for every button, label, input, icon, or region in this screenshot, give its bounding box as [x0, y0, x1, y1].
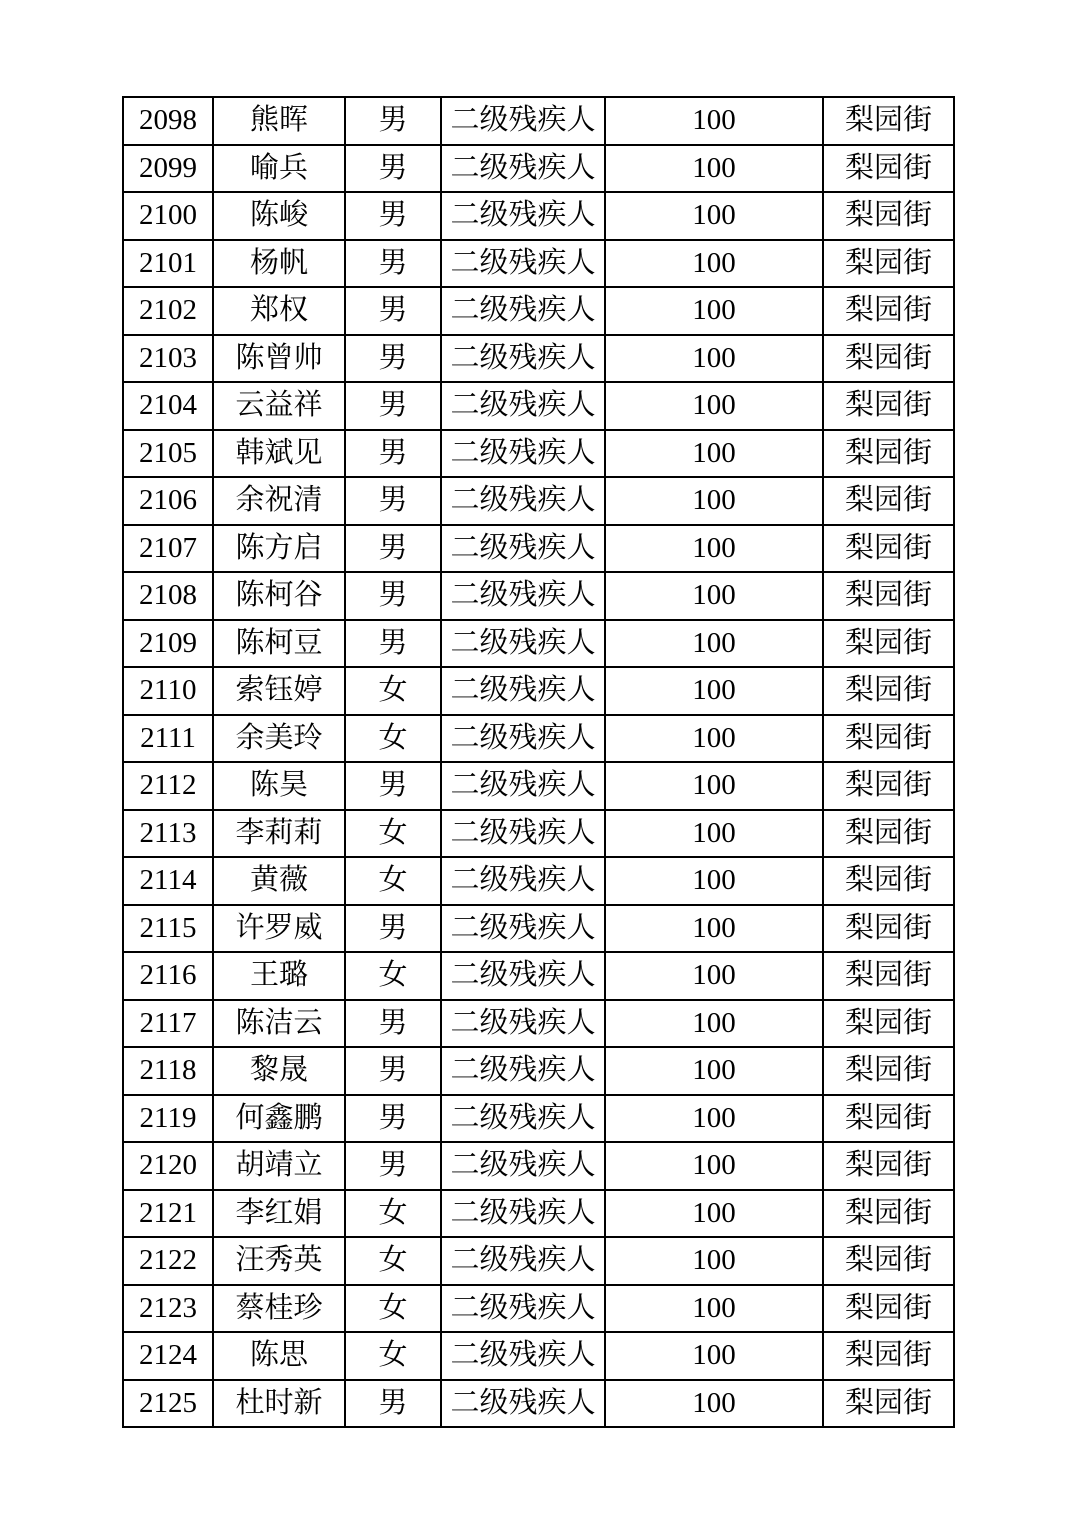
cell-serial-number: 2112 — [123, 762, 213, 810]
cell-disability-category: 二级残疾人 — [441, 525, 605, 573]
cell-disability-category: 二级残疾人 — [441, 335, 605, 383]
cell-disability-category: 二级残疾人 — [441, 667, 605, 715]
cell-amount: 100 — [605, 620, 823, 668]
cell-person-name: 喻兵 — [213, 145, 345, 193]
table-row — [123, 335, 954, 383]
table-row — [123, 1000, 954, 1048]
cell-serial-number: 2123 — [123, 1285, 213, 1333]
cell-gender: 男 — [345, 525, 441, 573]
table-row — [123, 1380, 954, 1428]
cell-person-name: 王璐 — [213, 952, 345, 1000]
cell-serial-number: 2119 — [123, 1095, 213, 1143]
cell-amount: 100 — [605, 1332, 823, 1380]
cell-amount: 100 — [605, 952, 823, 1000]
cell-gender: 女 — [345, 1285, 441, 1333]
cell-amount: 100 — [605, 667, 823, 715]
table-row — [123, 667, 954, 715]
cell-serial-number: 2107 — [123, 525, 213, 573]
table-row — [123, 525, 954, 573]
cell-disability-category: 二级残疾人 — [441, 1285, 605, 1333]
table-row — [123, 857, 954, 905]
cell-serial-number: 2098 — [123, 97, 213, 145]
cell-person-name: 余祝清 — [213, 477, 345, 525]
cell-street: 梨园街 — [823, 240, 954, 288]
cell-street: 梨园街 — [823, 905, 954, 953]
table-row — [123, 97, 954, 145]
cell-person-name: 何鑫鹏 — [213, 1095, 345, 1143]
table-row — [123, 240, 954, 288]
cell-amount: 100 — [605, 287, 823, 335]
cell-disability-category: 二级残疾人 — [441, 1047, 605, 1095]
cell-street: 梨园街 — [823, 287, 954, 335]
cell-gender: 男 — [345, 145, 441, 193]
cell-street: 梨园街 — [823, 1380, 954, 1428]
cell-person-name: 韩斌见 — [213, 430, 345, 478]
cell-serial-number: 2120 — [123, 1142, 213, 1190]
cell-serial-number: 2117 — [123, 1000, 213, 1048]
cell-street: 梨园街 — [823, 1142, 954, 1190]
cell-disability-category: 二级残疾人 — [441, 1332, 605, 1380]
cell-person-name: 陈洁云 — [213, 1000, 345, 1048]
cell-serial-number: 2125 — [123, 1380, 213, 1428]
cell-street: 梨园街 — [823, 857, 954, 905]
cell-serial-number: 2110 — [123, 667, 213, 715]
cell-amount: 100 — [605, 382, 823, 430]
cell-gender: 男 — [345, 1095, 441, 1143]
cell-person-name: 汪秀英 — [213, 1237, 345, 1285]
table-row — [123, 477, 954, 525]
cell-street: 梨园街 — [823, 430, 954, 478]
cell-disability-category: 二级残疾人 — [441, 1000, 605, 1048]
cell-person-name: 陈思 — [213, 1332, 345, 1380]
cell-person-name: 胡靖立 — [213, 1142, 345, 1190]
cell-amount: 100 — [605, 1000, 823, 1048]
cell-person-name: 陈柯豆 — [213, 620, 345, 668]
beneficiary-table — [122, 96, 955, 1428]
cell-serial-number: 2118 — [123, 1047, 213, 1095]
cell-gender: 女 — [345, 1237, 441, 1285]
cell-serial-number: 2122 — [123, 1237, 213, 1285]
cell-gender: 男 — [345, 382, 441, 430]
cell-disability-category: 二级残疾人 — [441, 952, 605, 1000]
cell-amount: 100 — [605, 810, 823, 858]
cell-amount: 100 — [605, 525, 823, 573]
cell-amount: 100 — [605, 430, 823, 478]
cell-amount: 100 — [605, 335, 823, 383]
cell-amount: 100 — [605, 477, 823, 525]
cell-disability-category: 二级残疾人 — [441, 572, 605, 620]
cell-street: 梨园街 — [823, 1047, 954, 1095]
cell-person-name: 陈曾帅 — [213, 335, 345, 383]
cell-disability-category: 二级残疾人 — [441, 287, 605, 335]
cell-serial-number: 2109 — [123, 620, 213, 668]
table-row — [123, 192, 954, 240]
cell-serial-number: 2104 — [123, 382, 213, 430]
cell-gender: 男 — [345, 287, 441, 335]
table-row — [123, 810, 954, 858]
cell-gender: 男 — [345, 762, 441, 810]
cell-street: 梨园街 — [823, 762, 954, 810]
cell-disability-category: 二级残疾人 — [441, 762, 605, 810]
cell-street: 梨园街 — [823, 1332, 954, 1380]
cell-amount: 100 — [605, 905, 823, 953]
cell-disability-category: 二级残疾人 — [441, 620, 605, 668]
cell-serial-number: 2101 — [123, 240, 213, 288]
cell-street: 梨园街 — [823, 477, 954, 525]
cell-person-name: 杜时新 — [213, 1380, 345, 1428]
cell-disability-category: 二级残疾人 — [441, 715, 605, 763]
cell-serial-number: 2100 — [123, 192, 213, 240]
cell-disability-category: 二级残疾人 — [441, 382, 605, 430]
cell-street: 梨园街 — [823, 952, 954, 1000]
table-row — [123, 1285, 954, 1333]
cell-amount: 100 — [605, 145, 823, 193]
table-row — [123, 1142, 954, 1190]
cell-serial-number: 2103 — [123, 335, 213, 383]
cell-gender: 女 — [345, 667, 441, 715]
cell-serial-number: 2113 — [123, 810, 213, 858]
cell-street: 梨园街 — [823, 97, 954, 145]
cell-disability-category: 二级残疾人 — [441, 857, 605, 905]
table-row — [123, 1332, 954, 1380]
cell-street: 梨园街 — [823, 145, 954, 193]
cell-serial-number: 2111 — [123, 715, 213, 763]
table-row — [123, 620, 954, 668]
cell-serial-number: 2115 — [123, 905, 213, 953]
table-row — [123, 715, 954, 763]
cell-disability-category: 二级残疾人 — [441, 1190, 605, 1238]
cell-disability-category: 二级残疾人 — [441, 97, 605, 145]
cell-disability-category: 二级残疾人 — [441, 1380, 605, 1428]
table-row — [123, 287, 954, 335]
cell-amount: 100 — [605, 857, 823, 905]
cell-disability-category: 二级残疾人 — [441, 810, 605, 858]
cell-street: 梨园街 — [823, 572, 954, 620]
cell-street: 梨园街 — [823, 1190, 954, 1238]
cell-disability-category: 二级残疾人 — [441, 430, 605, 478]
cell-serial-number: 2124 — [123, 1332, 213, 1380]
cell-amount: 100 — [605, 1095, 823, 1143]
table-row — [123, 572, 954, 620]
cell-gender: 女 — [345, 857, 441, 905]
cell-street: 梨园街 — [823, 667, 954, 715]
cell-person-name: 李红娟 — [213, 1190, 345, 1238]
cell-amount: 100 — [605, 1285, 823, 1333]
cell-gender: 女 — [345, 952, 441, 1000]
cell-disability-category: 二级残疾人 — [441, 240, 605, 288]
cell-gender: 男 — [345, 905, 441, 953]
cell-person-name: 陈峻 — [213, 192, 345, 240]
cell-gender: 男 — [345, 620, 441, 668]
cell-amount: 100 — [605, 762, 823, 810]
cell-gender: 男 — [345, 430, 441, 478]
cell-gender: 男 — [345, 1380, 441, 1428]
cell-serial-number: 2106 — [123, 477, 213, 525]
cell-disability-category: 二级残疾人 — [441, 1237, 605, 1285]
cell-person-name: 云益祥 — [213, 382, 345, 430]
cell-person-name: 许罗威 — [213, 905, 345, 953]
cell-street: 梨园街 — [823, 525, 954, 573]
cell-disability-category: 二级残疾人 — [441, 192, 605, 240]
cell-gender: 女 — [345, 810, 441, 858]
cell-gender: 女 — [345, 715, 441, 763]
cell-gender: 男 — [345, 572, 441, 620]
table-row — [123, 905, 954, 953]
cell-amount: 100 — [605, 715, 823, 763]
cell-disability-category: 二级残疾人 — [441, 905, 605, 953]
cell-amount: 100 — [605, 240, 823, 288]
cell-person-name: 陈柯谷 — [213, 572, 345, 620]
cell-street: 梨园街 — [823, 810, 954, 858]
cell-person-name: 杨帆 — [213, 240, 345, 288]
table-row — [123, 1237, 954, 1285]
table-body — [123, 97, 954, 1427]
cell-street: 梨园街 — [823, 715, 954, 763]
cell-person-name: 蔡桂珍 — [213, 1285, 345, 1333]
cell-serial-number: 2121 — [123, 1190, 213, 1238]
table-row — [123, 145, 954, 193]
cell-gender: 女 — [345, 1190, 441, 1238]
cell-serial-number: 2102 — [123, 287, 213, 335]
cell-street: 梨园街 — [823, 1285, 954, 1333]
cell-amount: 100 — [605, 1380, 823, 1428]
cell-serial-number: 2114 — [123, 857, 213, 905]
cell-amount: 100 — [605, 192, 823, 240]
cell-gender: 男 — [345, 335, 441, 383]
cell-gender: 男 — [345, 192, 441, 240]
cell-street: 梨园街 — [823, 192, 954, 240]
cell-street: 梨园街 — [823, 1095, 954, 1143]
table-row — [123, 762, 954, 810]
cell-street: 梨园街 — [823, 382, 954, 430]
cell-person-name: 陈昊 — [213, 762, 345, 810]
cell-gender: 女 — [345, 1332, 441, 1380]
cell-gender: 男 — [345, 1142, 441, 1190]
cell-gender: 男 — [345, 477, 441, 525]
table-row — [123, 1047, 954, 1095]
cell-street: 梨园街 — [823, 1000, 954, 1048]
cell-gender: 男 — [345, 1000, 441, 1048]
cell-amount: 100 — [605, 1142, 823, 1190]
cell-person-name: 黄薇 — [213, 857, 345, 905]
table-row — [123, 1190, 954, 1238]
cell-street: 梨园街 — [823, 620, 954, 668]
cell-gender: 男 — [345, 1047, 441, 1095]
cell-street: 梨园街 — [823, 1237, 954, 1285]
cell-disability-category: 二级残疾人 — [441, 145, 605, 193]
table-row — [123, 382, 954, 430]
cell-person-name: 索钰婷 — [213, 667, 345, 715]
cell-amount: 100 — [605, 97, 823, 145]
cell-person-name: 陈方启 — [213, 525, 345, 573]
cell-person-name: 余美玲 — [213, 715, 345, 763]
cell-amount: 100 — [605, 1237, 823, 1285]
cell-person-name: 黎晟 — [213, 1047, 345, 1095]
cell-amount: 100 — [605, 1190, 823, 1238]
cell-gender: 男 — [345, 97, 441, 145]
cell-serial-number: 2099 — [123, 145, 213, 193]
cell-amount: 100 — [605, 1047, 823, 1095]
cell-gender: 男 — [345, 240, 441, 288]
cell-disability-category: 二级残疾人 — [441, 1095, 605, 1143]
cell-serial-number: 2105 — [123, 430, 213, 478]
cell-person-name: 李莉莉 — [213, 810, 345, 858]
cell-serial-number: 2108 — [123, 572, 213, 620]
cell-disability-category: 二级残疾人 — [441, 477, 605, 525]
cell-person-name: 郑权 — [213, 287, 345, 335]
table-row — [123, 952, 954, 1000]
cell-person-name: 熊晖 — [213, 97, 345, 145]
table-row — [123, 430, 954, 478]
cell-amount: 100 — [605, 572, 823, 620]
cell-serial-number: 2116 — [123, 952, 213, 1000]
cell-disability-category: 二级残疾人 — [441, 1142, 605, 1190]
table-row — [123, 1095, 954, 1143]
cell-street: 梨园街 — [823, 335, 954, 383]
